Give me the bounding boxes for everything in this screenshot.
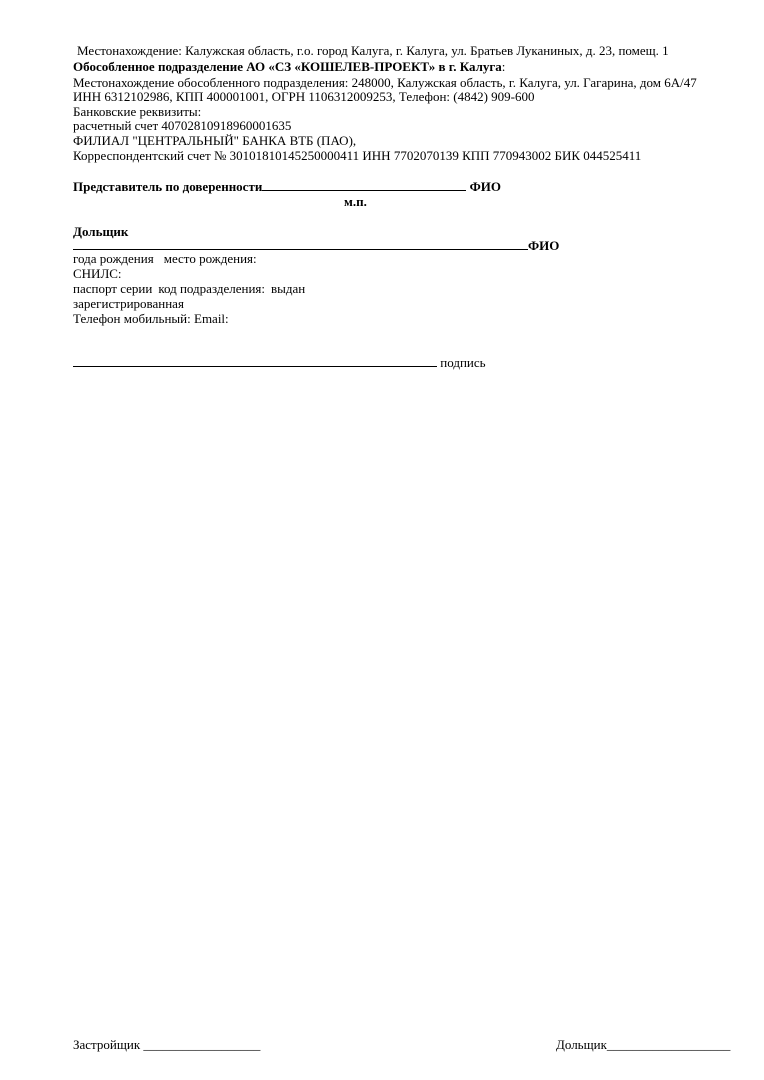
division-code-label: код подразделения: (158, 281, 265, 296)
footer-developer (73, 1037, 260, 1053)
branch-name-line (73, 59, 505, 75)
branch-colon: : (501, 59, 506, 74)
footer-developer-label: Застройщик (73, 1037, 141, 1052)
issued-label: выдан (271, 281, 306, 296)
correspondent-account: Корреспондентский счет № 30101810145250000411 ИНН 7702070139 КПП 770943002 БИК 044525411 (73, 148, 642, 163)
bank-heading: Банковские реквизиты: (73, 104, 202, 119)
signature-label: подпись (440, 355, 486, 370)
passport-series-label: паспорт серии (73, 281, 153, 296)
representative-label: Представитель по доверенности (73, 179, 263, 194)
developer-ids: ИНН 6312102986, КПП 400001001, ОГРН 1106312009253, Телефон: (4842) 909-600 (73, 89, 535, 104)
birth-year-label: года рождения (73, 251, 154, 266)
footer-shareholder (556, 1037, 730, 1053)
shareholder-signature-field[interactable] (73, 354, 437, 367)
bank-name: ФИЛИАЛ "ЦЕНТРАЛЬНЫЙ" БАНКА ВТБ (ПАО), (73, 133, 357, 148)
branch-name: Обособленное подразделение АО «СЗ «КОШЕЛЕВ-ПРОЕКТ» в г. Калуга (73, 59, 502, 74)
footer-shareholder-signature-field[interactable]: ___________________ (606, 1037, 731, 1052)
shareholder-heading: Дольщик (73, 224, 129, 239)
shareholder-signature-line (73, 354, 486, 371)
phone-label: Телефон мобильный: (73, 311, 191, 326)
birth-place-label: место рождения: (163, 251, 257, 266)
footer-shareholder-label: Дольщик (556, 1037, 607, 1052)
stamp-label: м.п. (344, 194, 367, 209)
developer-location: Местонахождение: Калужская область, г.о. город Калуга, г. Калуга, ул. Братьев Луканиных, д. 23, помещ. 1 (77, 43, 669, 58)
contacts-line (73, 311, 229, 327)
shareholder-fio-field[interactable] (73, 237, 528, 250)
footer-developer-signature-field[interactable]: __________________ (143, 1037, 261, 1052)
representative-line (73, 178, 501, 195)
branch-location: Местонахождение обособленного подразделения: 248000, Калужская область, г. Калуга, ул. Гагарина, дом 6А/47 (73, 75, 697, 90)
snils-label: СНИЛС: (73, 266, 122, 281)
shareholder-fio-label: ФИО (528, 238, 560, 253)
birth-line (73, 251, 257, 267)
passport-line (73, 281, 305, 297)
representative-fio-label: ФИО (469, 179, 501, 194)
representative-signature-field[interactable] (262, 178, 466, 191)
registered-label: зарегистрированная (73, 296, 184, 311)
email-label: Email: (194, 311, 229, 326)
settlement-account: расчетный счет 40702810918960001635 (73, 118, 292, 133)
